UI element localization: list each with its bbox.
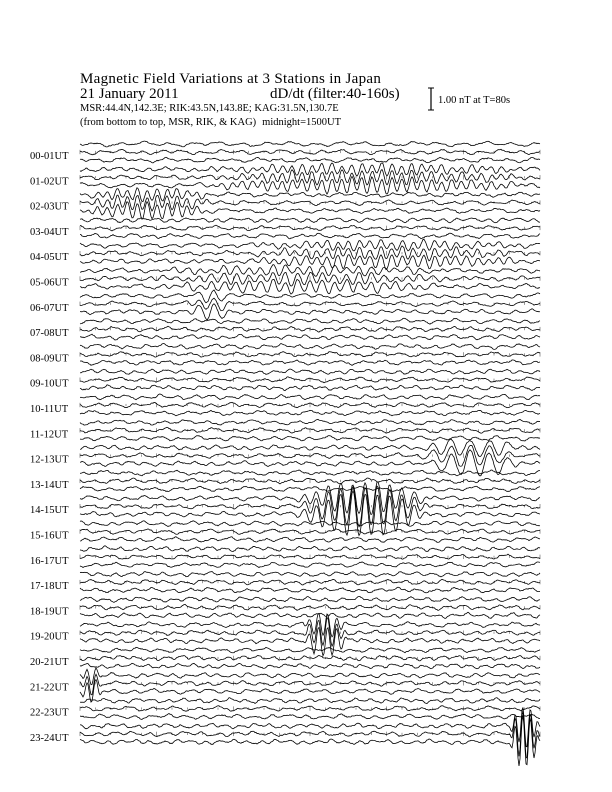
hour-label-16-17UT: 16-17UT	[30, 555, 69, 567]
chart-title: Magnetic Field Variations at 3 Stations in Japan	[80, 71, 382, 87]
hour-label-11-12UT: 11-12UT	[30, 429, 69, 441]
trace-09-10UT-KAG	[80, 369, 540, 374]
trace-04-05UT-KAG	[80, 239, 540, 251]
hour-label-05-06UT: 05-06UT	[30, 277, 69, 289]
hour-label-02-03UT: 02-03UT	[30, 201, 69, 213]
hour-label-14-15UT: 14-15UT	[30, 505, 69, 517]
hour-label-23-24UT: 23-24UT	[30, 732, 69, 744]
trace-07-08UT-KAG	[80, 318, 540, 324]
trace-14-15UT-KAG	[80, 482, 540, 515]
hour-label-10-11UT: 10-11UT	[30, 404, 69, 415]
trace-15-16UT-MSR	[80, 537, 540, 543]
trace-23-24UT-MSR	[80, 715, 540, 766]
date-label: 21 January 2011	[80, 86, 179, 102]
order-text: (from bottom to top, MSR, RIK, & KAG)	[80, 117, 257, 128]
component-label: dD/dt (filter:40-160s)	[270, 86, 400, 102]
scale-label: 1.00 nT at T=80s	[438, 95, 511, 106]
midnight-text: midnight=1500UT	[262, 117, 342, 128]
hour-label-01-02UT: 01-02UT	[30, 176, 69, 188]
trace-13-14UT-KAG	[80, 470, 540, 476]
trace-18-19UT-KAG	[80, 597, 540, 603]
hour-label-03-04UT: 03-04UT	[30, 226, 69, 238]
hour-label-18-19UT: 18-19UT	[30, 606, 69, 618]
trace-00-01UT-KAG	[80, 141, 540, 147]
trace-03-04UT-MSR	[80, 233, 540, 239]
trace-02-03UT-KAG	[80, 188, 540, 202]
hour-label-08-09UT: 08-09UT	[30, 353, 69, 365]
minute-ticks-23-24UT	[80, 732, 540, 736]
trace-08-09UT-MSR	[80, 360, 540, 365]
trace-07-08UT-MSR	[80, 334, 540, 340]
hour-label-20-21UT: 20-21UT	[30, 657, 69, 668]
trace-05-06UT-MSR	[80, 279, 540, 294]
trace-13-14UT-MSR	[80, 486, 540, 491]
hour-label-19-20UT: 19-20UT	[30, 631, 69, 643]
trace-11-12UT-KAG	[80, 419, 540, 425]
hour-label-22-23UT: 22-23UT	[30, 707, 69, 719]
hour-label-21-22UT: 21-22UT	[30, 682, 69, 694]
hour-label-17-18UT: 17-18UT	[30, 581, 69, 593]
hour-label-00-01UT: 00-01UT	[30, 151, 69, 162]
hour-label-09-10UT: 09-10UT	[30, 378, 69, 390]
hour-label-04-05UT: 04-05UT	[30, 252, 69, 264]
trace-06-07UT-KAG	[80, 290, 540, 303]
hour-label-15-16UT: 15-16UT	[30, 530, 69, 542]
trace-22-23UT-KAG	[80, 698, 540, 704]
trace-20-21UT-MSR	[80, 663, 540, 668]
trace-00-01UT-MSR	[80, 157, 540, 163]
hour-label-12-13UT: 12-13UT	[30, 454, 69, 466]
trace-03-04UT-KAG	[80, 218, 540, 223]
trace-11-12UT-MSR	[80, 436, 540, 442]
trace-17-18UT-KAG	[80, 572, 540, 577]
trace-10-11UT-KAG	[80, 394, 540, 400]
trace-05-06UT-KAG	[80, 265, 540, 277]
trace-08-09UT-KAG	[80, 343, 540, 349]
stations-coordinates: MSR:44.4N,142.3E; RIK:43.5N,143.8E; KAG:31.5N,130.7E	[80, 103, 339, 114]
hour-label-07-08UT: 07-08UT	[30, 328, 69, 340]
trace-22-23UT-MSR	[80, 714, 540, 720]
hour-labels-group	[30, 151, 69, 744]
traces-group	[80, 141, 540, 766]
trace-09-10UT-MSR	[80, 385, 540, 391]
trace-17-18UT-MSR	[80, 587, 540, 593]
trace-20-21UT-KAG	[80, 647, 540, 652]
trace-16-17UT-MSR	[80, 562, 540, 568]
hour-label-13-14UT: 13-14UT	[30, 479, 69, 491]
minute-ticks-12-13UT	[80, 453, 540, 457]
trace-16-17UT-KAG	[80, 546, 540, 552]
trace-10-11UT-MSR	[80, 410, 540, 415]
trace-18-19UT-MSR	[80, 612, 540, 618]
hour-label-06-07UT: 06-07UT	[30, 302, 69, 314]
